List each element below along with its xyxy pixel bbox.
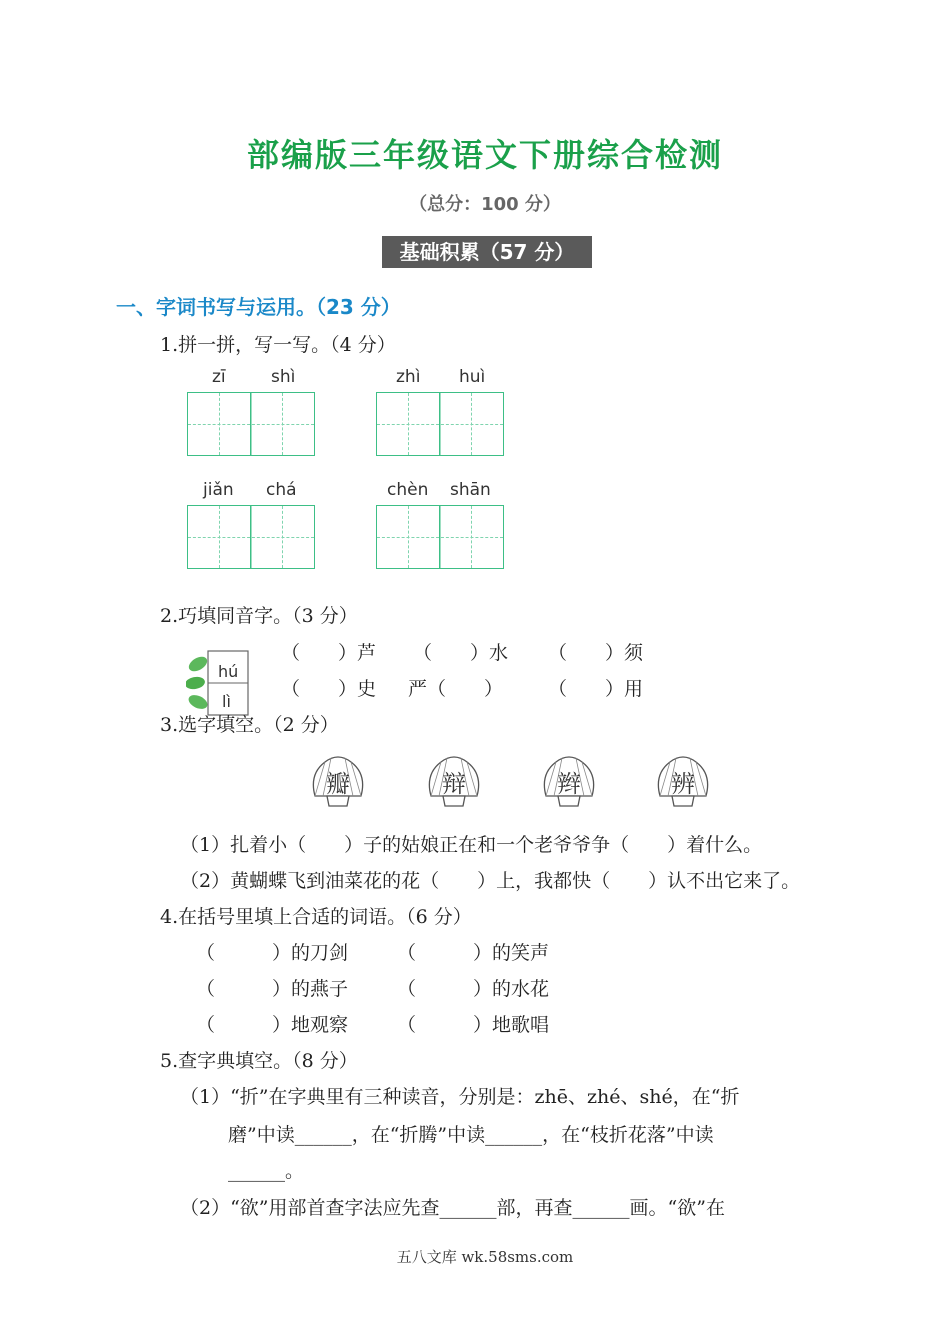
- section-heading: 一、字词书写与运用。（23 分）: [116, 295, 401, 319]
- fill-blank[interactable]: （ ）的燕子: [196, 978, 349, 1000]
- q1-heading: 1.拼一拼，写一写。（4 分）: [160, 334, 396, 356]
- shell-char-card: [538, 752, 600, 810]
- fill-blank[interactable]: （ ）地歌唱: [397, 1014, 550, 1036]
- shell-char-card: [423, 752, 485, 810]
- pinyin: shì: [271, 367, 296, 387]
- leaf-illustration: [186, 650, 252, 716]
- fill-blank[interactable]: （ ）水: [413, 642, 509, 664]
- pinyin: chèn: [387, 480, 429, 500]
- q3-sentence-2[interactable]: （2）黄蝴蝶飞到油菜花的花（ ）上，我都快（ ）认不出它来了。: [180, 870, 801, 892]
- q5-part1-line1: （1）“折”在字典里有三种读音，分别是：zhē、zhé、shé，在“折: [180, 1086, 740, 1108]
- fill-blank[interactable]: （ ）的刀剑: [196, 942, 349, 964]
- fill-blank[interactable]: 严（ ）: [408, 678, 504, 700]
- q2-heading: 2.巧填同音字。（3 分）: [160, 605, 358, 627]
- pinyin: zī: [212, 367, 226, 387]
- q5-heading: 5.查字典填空。（8 分）: [160, 1050, 358, 1072]
- fill-blank[interactable]: （ ）用: [548, 678, 644, 700]
- writing-grid[interactable]: [187, 392, 315, 456]
- footer-watermark: 五八文库 wk.58sms.com: [396, 1248, 574, 1266]
- writing-grid[interactable]: [187, 505, 315, 569]
- shell-char: 瓣: [326, 770, 350, 798]
- leaf-pinyin-bottom: lì: [222, 692, 231, 711]
- pinyin: zhì: [396, 367, 421, 387]
- leaf-icon: [186, 650, 252, 716]
- pinyin: huì: [459, 367, 486, 387]
- fill-blank[interactable]: （ ）的水花: [397, 978, 550, 1000]
- pinyin: jiǎn: [203, 480, 234, 500]
- fill-blank[interactable]: （ ）芦: [281, 642, 377, 664]
- section-banner: 基础积累（57 分）: [382, 236, 592, 268]
- fill-blank[interactable]: （ ）的笑声: [397, 942, 550, 964]
- fill-blank[interactable]: （ ）地观察: [196, 1014, 349, 1036]
- q3-sentence-1[interactable]: （1）扎着小（ ）子的姑娘正在和一个老爷爷争（ ）着什么。: [180, 834, 763, 856]
- total-score: （总分：100 分）: [409, 194, 561, 215]
- shell-char: 辨: [671, 770, 695, 798]
- q4-heading: 4.在括号里填上合适的词语。（6 分）: [160, 906, 472, 928]
- q5-part1-line3[interactable]: ______。: [228, 1160, 305, 1182]
- shell-char-card: [307, 752, 369, 810]
- shell-char: 辩: [442, 770, 466, 798]
- q5-part2-line1[interactable]: （2）“欲”用部首查字法应先查______部，再查______画。“欲”在: [180, 1197, 725, 1219]
- fill-blank[interactable]: （ ）史: [281, 678, 377, 700]
- writing-grid[interactable]: [376, 505, 504, 569]
- shell-char: 辫: [557, 770, 581, 798]
- leaf-pinyin-top: hú: [218, 662, 239, 681]
- q3-heading: 3.选字填空。（2 分）: [160, 714, 339, 736]
- shell-char-card: [652, 752, 714, 810]
- fill-blank[interactable]: （ ）须: [548, 642, 644, 664]
- q5-part1-line2[interactable]: 磨”中读______，在“折腾”中读______，在“枝折花落”中读: [228, 1124, 714, 1146]
- writing-grid[interactable]: [376, 392, 504, 456]
- pinyin: chá: [266, 480, 297, 500]
- pinyin: shān: [450, 480, 491, 500]
- page-title: 部编版三年级语文下册综合检测: [246, 136, 723, 174]
